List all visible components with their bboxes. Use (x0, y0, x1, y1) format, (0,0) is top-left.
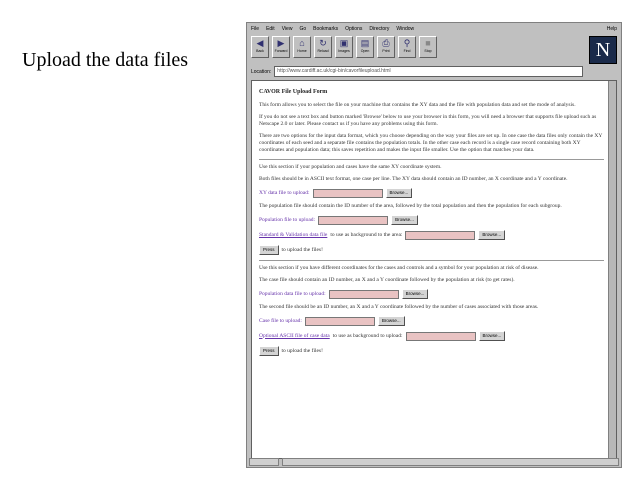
home-button[interactable]: ⌂ Home (293, 36, 311, 58)
case-file-label: Case file to upload: (259, 317, 302, 324)
browser-window (246, 22, 622, 468)
xy-browse-button[interactable]: Browse... (386, 188, 413, 198)
menu-directory[interactable]: Directory (369, 26, 390, 32)
menu-options[interactable]: Options (345, 26, 363, 32)
netscape-logo[interactable]: N (589, 36, 617, 64)
print-icon: ⎙ (382, 38, 390, 48)
population-description: The population file should contain the ID number of the area, followed by the total population and then the population for each subgroup. (259, 203, 562, 209)
group-upload-row (259, 230, 604, 240)
group-file-tail: to use as background to the area: (330, 231, 403, 238)
stop-icon: ■ (425, 38, 431, 48)
group-file-link[interactable]: Standard & Validation data file (259, 231, 328, 238)
menu-view[interactable]: View (281, 26, 293, 32)
case-description: The second file should be an ID number, an X and a Y coordinate followed by the number of cases associated with those areas. (259, 304, 539, 310)
images-button[interactable]: ▣ Images (335, 36, 353, 58)
optional-file-tail: to use as background to upload: (332, 332, 403, 339)
open-icon: ▤ (360, 38, 370, 48)
optional-file-input[interactable] (406, 332, 476, 341)
population-file-label: Population file to upload: (259, 216, 316, 223)
menu-go[interactable]: Go (299, 26, 307, 32)
print-button[interactable]: ⎙ Print (377, 36, 395, 58)
find-button[interactable]: ⚲ Find (398, 36, 416, 58)
status-text-area (282, 458, 619, 466)
case-browse-button[interactable]: Browse... (378, 316, 405, 326)
xy-file-label: XY data file to upload: (259, 189, 310, 196)
slide-title: Upload the data files (22, 49, 189, 71)
forward-button[interactable]: ▶ Forward (272, 36, 290, 58)
section2-description: The case file should contain an ID number, an X and a Y coordinate followed by the population at risk (to get rates). (259, 277, 515, 283)
popdata-browse-button[interactable]: Browse... (402, 289, 429, 299)
location-label: Location: (251, 68, 272, 75)
reload-icon: ↻ (319, 38, 327, 48)
location-input[interactable]: http://www.cardiff.ac.uk/cgi-bin/cavorfileupload.html (274, 66, 583, 77)
intro-paragraph-1: This form allows you to select the file on your machine that contains the XY data and the file with population data and set the mode of analysis. (259, 102, 576, 108)
toolbar (247, 35, 621, 65)
popdata-file-label: Population data file to upload: (259, 290, 326, 297)
find-icon: ⚲ (403, 38, 411, 48)
divider-2 (259, 260, 604, 261)
optional-file-link[interactable]: Optional ASCII file of case data (259, 332, 330, 339)
menu-help[interactable]: Help (606, 26, 617, 32)
page-heading: CAVOR File Upload Form (259, 89, 328, 95)
status-bar (249, 458, 619, 466)
xy-upload-row (259, 188, 604, 198)
forward-arrow-icon: ▶ (277, 38, 285, 48)
group-browse-button[interactable]: Browse... (478, 230, 505, 240)
images-icon: ▣ (339, 38, 349, 48)
back-button[interactable]: ◀ Back (251, 36, 269, 58)
section1-heading: Use this section if your population and cases have the same XY coordinate system. (259, 164, 442, 170)
case-file-input[interactable] (305, 317, 375, 326)
vertical-scrollbar[interactable] (608, 81, 616, 458)
group-file-input[interactable] (405, 231, 475, 240)
population-browse-button[interactable]: Browse... (391, 215, 418, 225)
intro-paragraph-2: If you do not see a text box and button marked 'Browse' below to use your browser in this form, you will need a browser that supports file upload such as Netscape 2.0 or later. Please contact us if you have any problems using this form. (259, 114, 597, 127)
submit2-button[interactable]: Press (259, 346, 279, 356)
page-content (251, 80, 617, 459)
submit2-row (259, 346, 604, 356)
submit2-text: to upload the files! (281, 347, 323, 354)
section2-heading: Use this section if you have different coordinates for the cases and controls and a symbol for your population at risk of disease. (259, 265, 539, 271)
xy-file-input[interactable] (313, 189, 383, 198)
menu-file[interactable]: File (251, 26, 260, 32)
popdata-upload-row (259, 289, 604, 299)
divider (259, 159, 604, 160)
submit1-button[interactable]: Press (259, 245, 279, 255)
menu-edit[interactable]: Edit (266, 26, 275, 32)
reload-button[interactable]: ↻ Reload (314, 36, 332, 58)
home-icon: ⌂ (299, 38, 305, 48)
back-arrow-icon: ◀ (256, 38, 264, 48)
stop-button[interactable]: ■ Stop (419, 36, 437, 58)
optional-upload-row (259, 331, 604, 341)
population-upload-row (259, 215, 604, 225)
popdata-file-input[interactable] (329, 290, 399, 299)
menu-window[interactable]: Window (396, 26, 415, 32)
population-file-input[interactable] (318, 216, 388, 225)
submit1-text: to upload the files! (281, 246, 323, 253)
open-button[interactable]: ▤ Open (356, 36, 374, 58)
section1-description: Both files should be in ASCII text format, one case per line. The XY data should contain an ID number, an X coordinate and a Y coordinate. (259, 176, 568, 182)
intro-paragraph-3: There are two options for the input data format, which you choose depending on the way your files are set up. In one case the data files only contain the XY coordinates of each seed and a separate file contains the population totals. In the other case each record is a single case record containing both XY coordinates and population data; this saves repetition and makes the input file smaller. Use the option that matches your data. (259, 133, 603, 153)
submit1-row (259, 245, 604, 255)
menu-bookmarks[interactable]: Bookmarks (313, 26, 339, 32)
security-indicator (249, 458, 279, 466)
menu-bar (247, 23, 621, 35)
optional-browse-button[interactable]: Browse... (479, 331, 506, 341)
case-upload-row (259, 316, 604, 326)
location-bar (247, 65, 621, 78)
